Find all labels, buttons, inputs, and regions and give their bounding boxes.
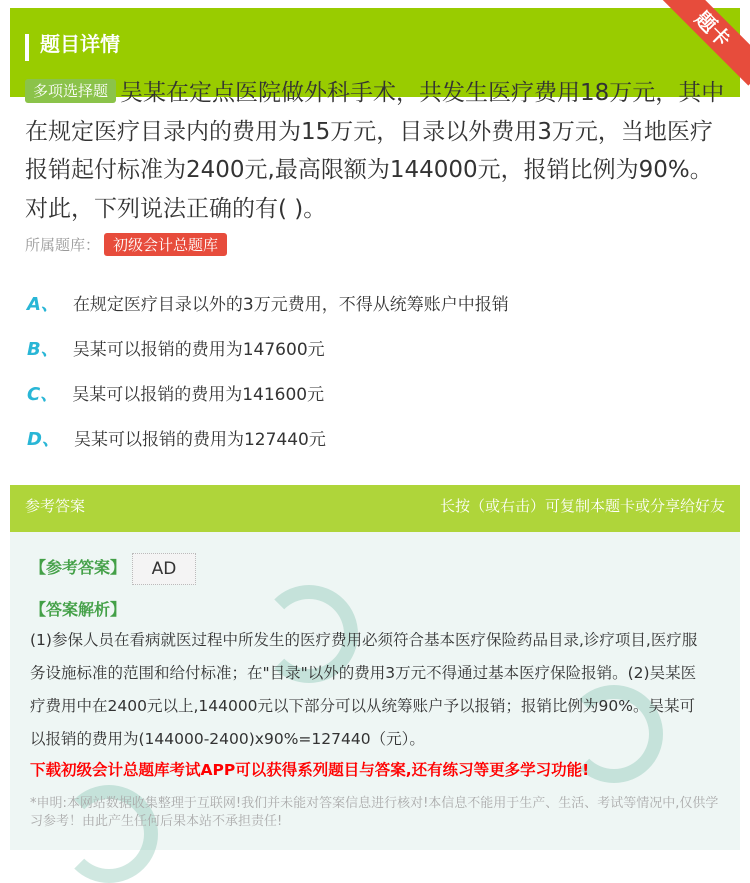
option-letter: D、 (27, 429, 60, 450)
option-text: 吴某可以报销的费用为141600元 (72, 385, 325, 405)
share-hint: 长按（或右击）可复制本题卡或分享给好友 (439, 497, 725, 515)
explanation-label: 【答案解析】 (30, 600, 127, 619)
disclaimer: *申明:本网站数据收集整理于互联网!我们并未能对答案信息进行核对!本信息不能用于生产、生活、考试等情况中,仅供学习参考！由此产生任何后果本站不承担责任! (30, 796, 719, 829)
app-promo-link[interactable]: 下载初级会计总题库考试APP可以获得系列题目与答案,还有练习等更多学习功能! (30, 761, 590, 779)
option-d[interactable] (27, 425, 326, 451)
question-text: 吴某在定点医院做外科手术，共发生医疗费用18万元，其中在规定医疗目录内的费用为15万元，目录以外费用3万元，当地医疗报销起付标准为2400元,最高限额为144000元，报销比例为90%。对此，下列说法正确的有( )。 (25, 80, 725, 222)
question (25, 74, 725, 228)
question-card-ribbon[interactable]: 题卡 (656, 0, 750, 86)
option-text: 在规定医疗目录以外的3万元费用，不得从统筹账户中报销 (72, 295, 509, 315)
option-b[interactable] (27, 335, 325, 361)
title-accent (25, 34, 29, 61)
explanation-text: (1)参保人员在看病就医过程中所发生的医疗费用必须符合基本医疗保险药品目录,诊疗项目,医疗服务设施标准的范围和给付标准；在"目录"以外的费用3万元不得通过基本医疗保险报销。(2)吴某医疗费用中在2400元以上,144000元以下部分可以从统筹账户予以报销；报销比例为90%。吴某可以报销的费用为(144000-2400)x90%=127440（元）。 (30, 631, 698, 748)
page-title: 题目详情 (40, 32, 120, 56)
source-library-link[interactable]: 初级会计总题库 (104, 233, 227, 256)
option-a[interactable] (27, 290, 509, 316)
option-letter: B、 (27, 339, 59, 360)
question-type-tag: 多项选择题 (25, 79, 116, 103)
option-letter: A、 (27, 294, 59, 315)
answer-header (10, 485, 740, 532)
reference-answer-value: AD (132, 553, 196, 585)
question-source (25, 233, 227, 256)
answer-header-title: 参考答案 (25, 497, 86, 515)
option-letter: C、 (27, 384, 59, 405)
option-text: 吴某可以报销的费用为127440元 (73, 430, 326, 450)
source-label: 所属题库： (25, 236, 101, 254)
option-c[interactable] (27, 380, 324, 406)
option-text: 吴某可以报销的费用为147600元 (72, 340, 325, 360)
reference-answer-label: 【参考答案】 (30, 558, 127, 577)
